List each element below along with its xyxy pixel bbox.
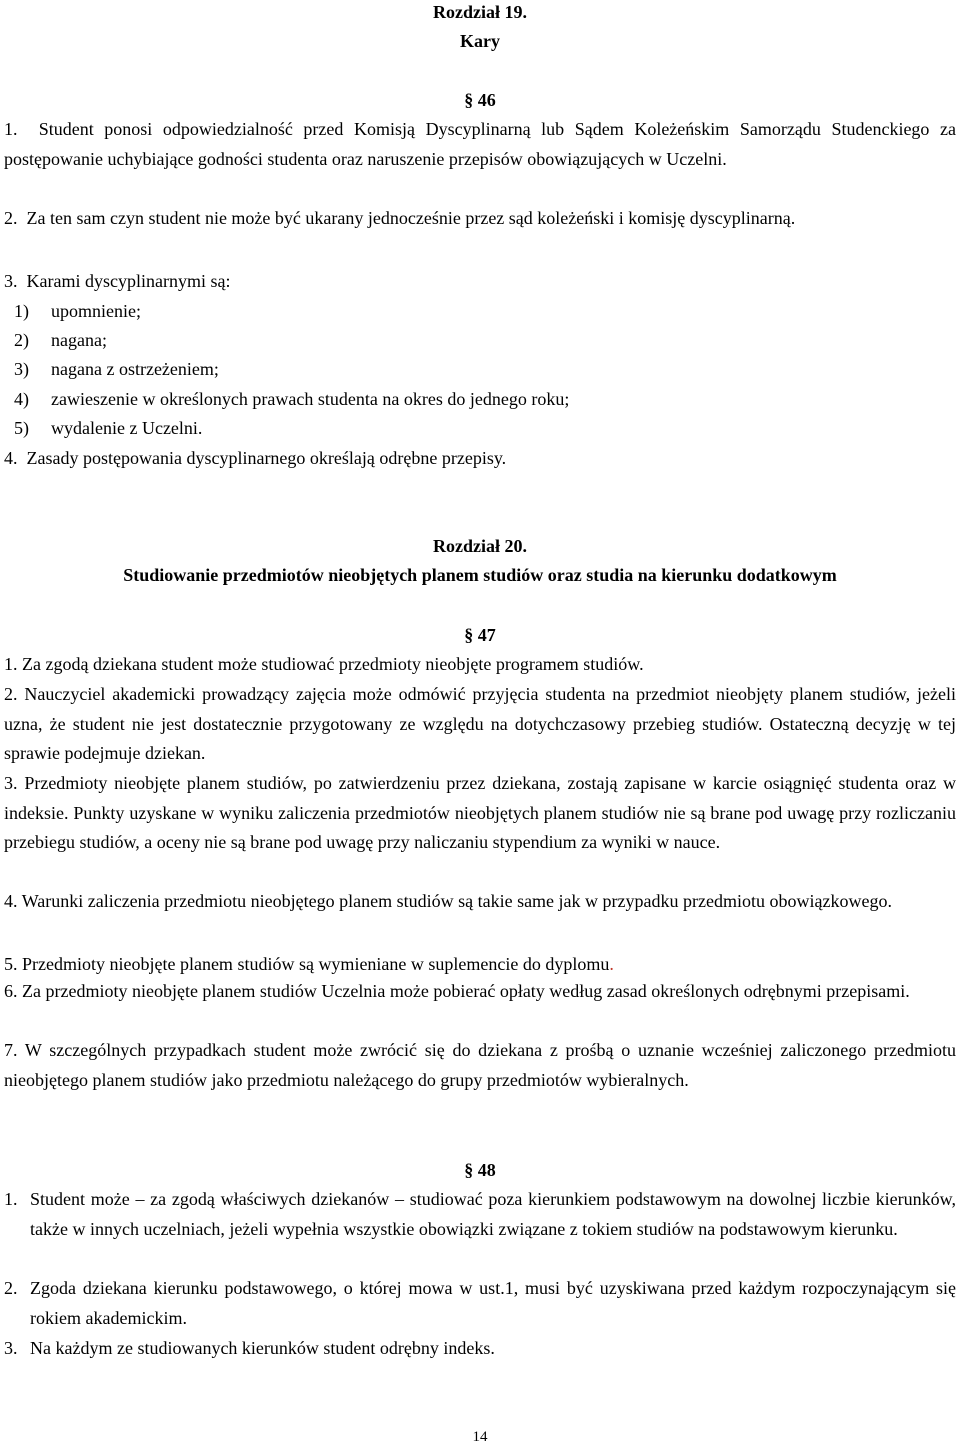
penalty-num: 1): [14, 301, 29, 321]
chapter-20-subtitle: Studiowanie przedmiotów nieobjętych planem studiów oraz studia na kierunku dodatkowym: [123, 565, 837, 585]
s46-item-3-text: Karami dyscyplinarnymi są:: [26, 271, 231, 291]
section-47-mark: § 47: [464, 625, 496, 645]
penalty-num: 4): [14, 389, 29, 409]
s47-item-3-text: Przedmioty nieobjęte planem studiów, po zatwierdzeniu przez dziekana, zostają zapisane w karcie osiągnięć studenta oraz w indeksie. Punkty uzyskane w wyniku zaliczenia przedmiotów nieobjętych planem studiów nie są brane pod uwagę przy rozliczaniu przebiegu studiów, a oceny nie są brane pod uwagę przy naliczaniu stypendium za wyniki w nauce.: [4, 773, 957, 853]
chapter-19-subtitle: Kary: [460, 31, 500, 51]
s47-item-3: [4, 769, 956, 858]
s48-item-1-text: Student może – za zgodą właściwych dziekanów – studiować poza kierunkiem podstawowym na dowolnej liczbie kierunków, także w innych uczelniach, jeżeli wypełnia wszystkie obowiązki związane z tokiem studiów na podstawowym kierunku.: [30, 1189, 956, 1239]
penalty-item: [14, 389, 570, 410]
penalty-num: 5): [14, 418, 29, 438]
penalty-num: 3): [14, 359, 29, 379]
s47-item-5-end: .: [609, 954, 614, 974]
penalty-text: nagana;: [51, 330, 107, 350]
section-48-mark: § 48: [464, 1160, 496, 1180]
s46-item-1-num: 1.: [4, 119, 18, 139]
s46-item-2: [4, 204, 956, 234]
penalty-num: 2): [14, 330, 29, 350]
s48-item-3-num: 3.: [4, 1338, 18, 1358]
s48-item-3: [4, 1338, 495, 1359]
s46-item-2-text: Za ten sam czyn student nie może być ukarany jednocześnie przez sąd koleżeński i komisję dyscyplinarną.: [26, 208, 796, 228]
s47-item-2-num: 2.: [4, 684, 18, 704]
penalty-item: [14, 301, 141, 322]
s46-item-3-num: 3.: [4, 271, 18, 291]
s47-item-4: [4, 887, 956, 917]
penalty-text: upomnienie;: [51, 301, 141, 321]
s47-item-6: [4, 977, 956, 1007]
s48-item-3-text: Na każdym ze studiowanych kierunków student odrębny indeks.: [30, 1338, 495, 1358]
s47-item-3-num: 3.: [4, 773, 18, 793]
s48-item-1-num: 1.: [4, 1189, 18, 1209]
s47-item-1: [4, 654, 644, 675]
s47-item-1-text: Za zgodą dziekana student może studiować przedmioty nieobjęte programem studiów.: [22, 654, 644, 674]
s46-item-4-num: 4.: [4, 448, 18, 468]
s47-item-7: [4, 1036, 956, 1095]
s47-item-2-text: Nauczyciel akademicki prowadzący zajęcia może odmówić przyjęcia studenta na przedmiot nieobjęty planem studiów, jeżeli uzna, że student nie jest dostatecznie przygotowany ze względu na dotychczasowy przebieg studiów. Ostateczną decyzję w tej sprawie podejmuje dziekan.: [4, 684, 957, 764]
s47-item-7-text: W szczególnych przypadkach student może zwrócić się do dziekana z prośbą o uznanie wcześniej zaliczonego przedmiotu nieobjętego planem studiów jako przedmiotu należącego do grupy przedmiotów wybieralnych.: [4, 1040, 956, 1090]
penalty-text: nagana z ostrzeżeniem;: [51, 359, 219, 379]
s47-item-6-num: 6.: [4, 981, 18, 1001]
s48-item-1: [4, 1185, 956, 1244]
section-46-mark: § 46: [464, 90, 496, 110]
s47-item-5-text: Przedmioty nieobjęte planem studiów są wymieniane w suplemencie do dyplomu: [22, 954, 610, 974]
chapter-20-heading: Rozdział 20.: [433, 536, 527, 556]
s48-item-2-num: 2.: [4, 1278, 18, 1298]
s48-item-2-text: Zgoda dziekana kierunku podstawowego, o której mowa w ust.1, musi być uzyskiwana przed każdym rozpoczynającym się rokiem akademickim.: [30, 1278, 956, 1328]
s46-item-3: [4, 271, 230, 292]
penalty-item: [14, 418, 203, 439]
s46-item-4: [4, 448, 506, 469]
s47-item-5: [4, 954, 614, 975]
s46-item-2-num: 2.: [4, 208, 18, 228]
s46-item-1: [4, 115, 956, 174]
page-number: 14: [472, 1429, 488, 1445]
s47-item-4-text: Warunki zaliczenia przedmiotu nieobjętego planem studiów są takie same jak w przypadku przedmiotu obowiązkowego.: [21, 891, 892, 911]
s47-item-4-num: 4.: [4, 891, 18, 911]
penalty-text: wydalenie z Uczelni.: [51, 418, 203, 438]
penalty-item: [14, 359, 219, 380]
s47-item-2: [4, 680, 956, 769]
penalty-text: zawieszenie w określonych prawach studenta na okres do jednego roku;: [51, 389, 570, 409]
penalty-item: [14, 330, 107, 351]
s47-item-1-num: 1.: [4, 654, 18, 674]
s46-item-4-text: Zasady postępowania dyscyplinarnego określają odrębne przepisy.: [26, 448, 507, 468]
s46-item-1-text: Student ponosi odpowiedzialność przed Komisją Dyscyplinarną lub Sądem Koleżeńskim Samorządu Studenckiego za postępowanie uchybiające godności studenta oraz naruszenie przepisów obowiązujących w Uczelni.: [4, 119, 956, 169]
s48-item-2: [4, 1274, 956, 1333]
chapter-19-heading: Rozdział 19.: [433, 2, 527, 22]
s47-item-6-text: Za przedmioty nieobjęte planem studiów Uczelnia może pobierać opłaty według zasad określonych odrębnymi przepisami.: [22, 981, 910, 1001]
s47-item-7-num: 7.: [4, 1040, 18, 1060]
s47-item-5-num: 5.: [4, 954, 18, 974]
